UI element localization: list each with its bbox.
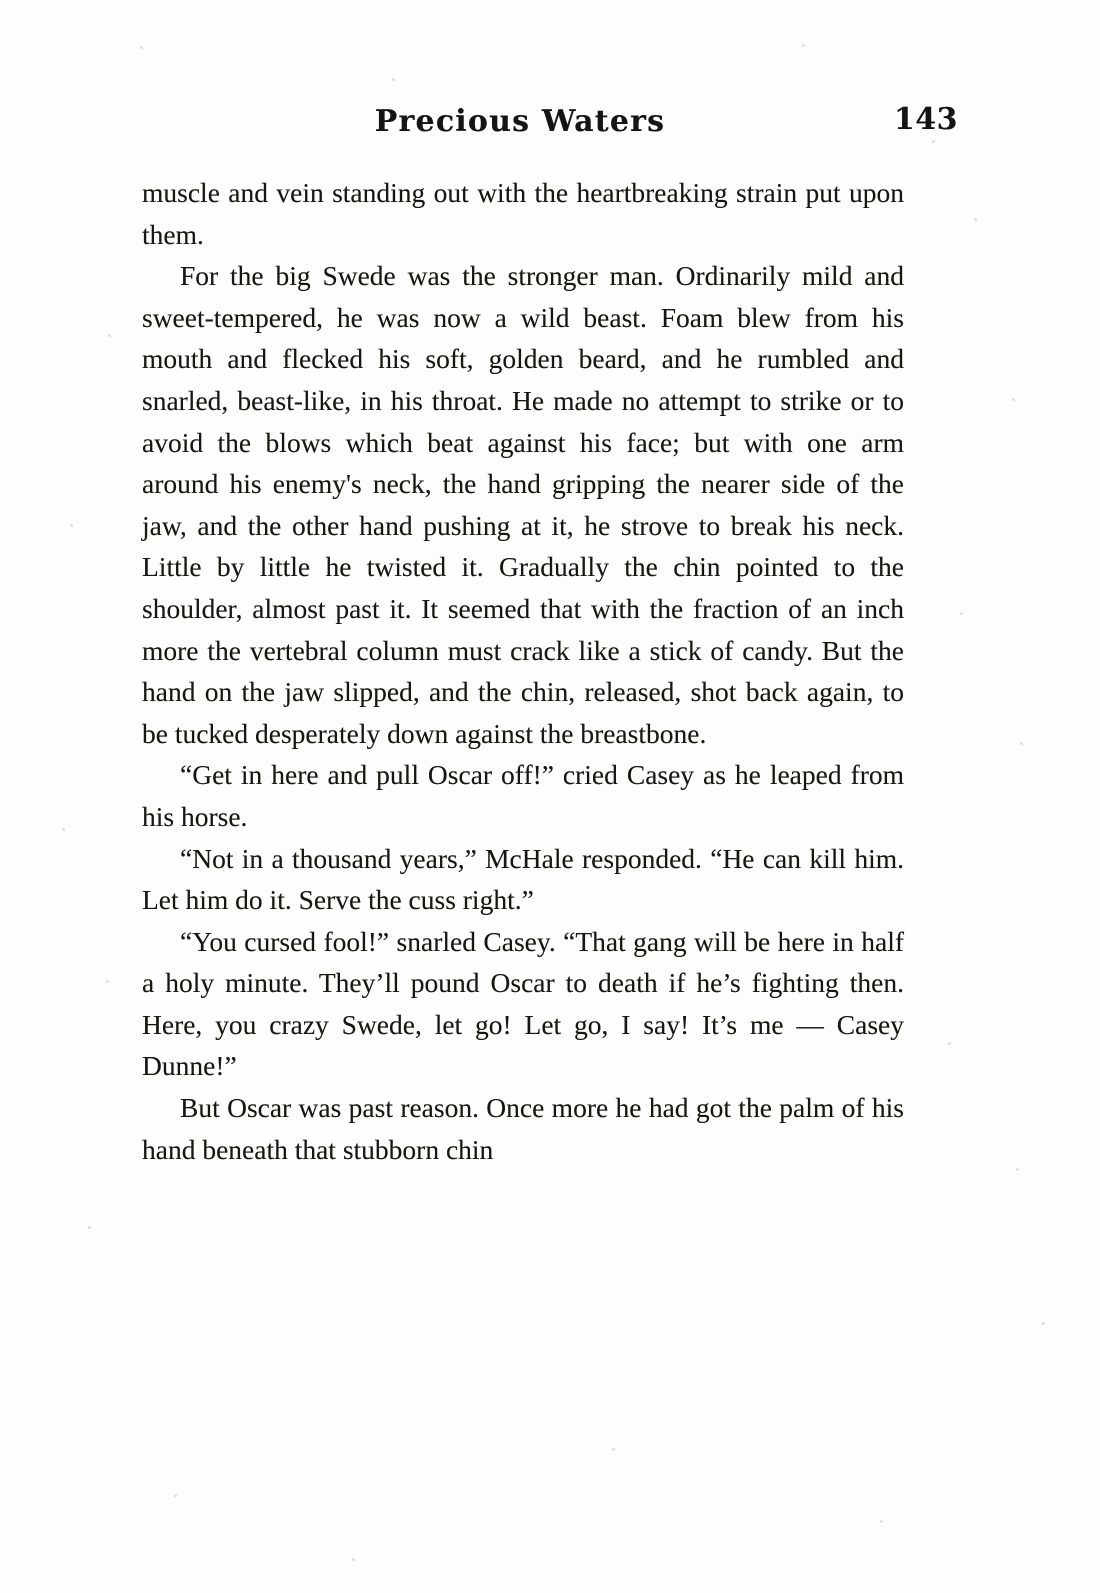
paragraph: muscle and vein standing out with the heartbreaking strain put upon them. xyxy=(142,177,904,250)
paragraph: But Oscar was past reason. Once more he had got the palm of his hand beneath that stubborn chin xyxy=(142,1092,904,1165)
page-body xyxy=(142,172,904,1170)
paragraph: “You cursed fool!” snarled Casey. “That gang will be here in half a holy minute. They’ll pound Oscar to death if he’s fighting then. Here, you crazy Swede, let go! Let go, I say! It’s me — Casey Dunne!” xyxy=(142,925,904,1082)
page-header xyxy=(140,102,958,139)
running-head-title: Precious Waters xyxy=(374,104,666,139)
paragraph: “Not in a thousand years,” McHale responded. “He can kill him. Let him do it. Serve the cuss right.” xyxy=(142,842,904,916)
paragraph: “Get in here and pull Oscar off!” cried Casey as he leaped from his horse. xyxy=(142,759,904,832)
page-number: 143 xyxy=(893,102,958,137)
paragraph: For the big Swede was the stronger man. Ordinarily mild and sweet-tempered, he was now a wild beast. Foam blew from his mouth and flecked his soft, golden beard, and he rumbled and snarled, beast-like, in his throat. He made no attempt to strike or to avoid the blows which beat against his face; but with one arm around his enemy's neck, the hand gripping the nearer side of the jaw, and the other hand pushing at it, he strove to break his neck. Little by little he twisted it. Gradually the chin pointed to the shoulder, almost past it. It seemed that with the fraction of an inch more the vertebral column must crack like a stick of candy. But the hand on the jaw slipped, and the chin, released, shot back again, to be tucked desperately down against the breastbone. xyxy=(142,260,904,749)
